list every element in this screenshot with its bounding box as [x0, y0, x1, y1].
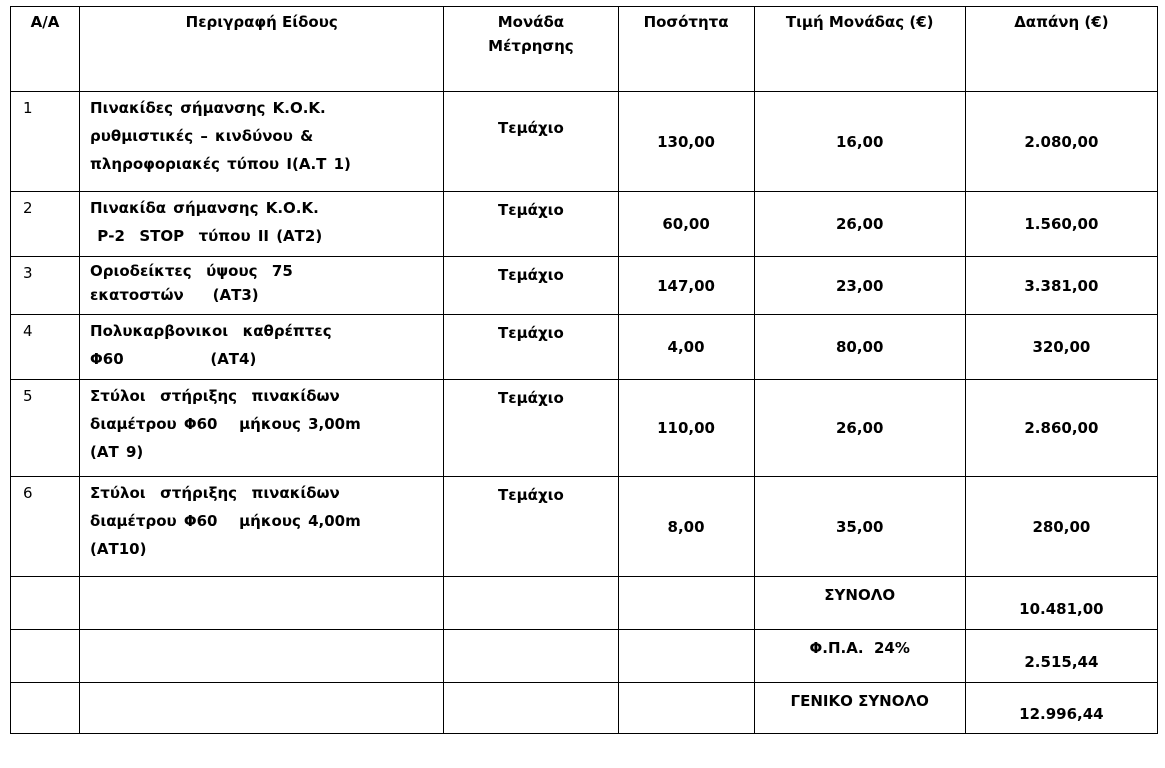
grand-total-row [11, 683, 1158, 734]
empty-cell [11, 577, 80, 630]
header-unit-line1: Μονάδα [497, 13, 565, 31]
description-line: Στύλοι στήριξης πινακίδων [90, 484, 340, 502]
vat-label: Φ.Π.Α. 24% [754, 630, 965, 683]
empty-cell [444, 577, 618, 630]
description-line: Στύλοι στήριξης πινακίδων [90, 387, 340, 405]
row-quantity: 8,00 [618, 477, 754, 577]
header-cost: Δαπάνη (€) [965, 7, 1157, 92]
row-description [80, 315, 444, 380]
grand-total-label: ΓΕΝΙΚΟ ΣΥΝΟΛΟ [754, 683, 965, 734]
description-line: ρυθμιστικές – κινδύνου & [90, 127, 314, 145]
description-line: διαμέτρου Φ60 μήκους 3,00m [90, 415, 361, 433]
row-number: 6 [11, 477, 80, 577]
row-unit: Τεμάχιο [444, 380, 618, 477]
empty-cell [80, 630, 444, 683]
subtotal-row [11, 577, 1158, 630]
subtotal-label: ΣΥΝΟΛΟ [754, 577, 965, 630]
description-line: Πινακίδες σήμανσης Κ.Ο.Κ. [90, 99, 326, 117]
header-aa: Α/Α [11, 7, 80, 92]
header-unit-line2: Μέτρησης [488, 37, 574, 55]
table-row [11, 477, 1158, 577]
vat-row [11, 630, 1158, 683]
row-number: 2 [11, 192, 80, 257]
row-unit-price: 23,00 [754, 257, 965, 315]
row-unit: Τεμάχιο [444, 192, 618, 257]
description-line: πληροφοριακές τύπου I(Α.Τ 1) [90, 155, 351, 173]
table-header-row [11, 7, 1158, 92]
row-unit: Τεμάχιο [444, 477, 618, 577]
row-description [80, 192, 444, 257]
row-cost: 2.080,00 [965, 92, 1157, 192]
empty-cell [80, 577, 444, 630]
empty-cell [444, 630, 618, 683]
header-unit [444, 7, 618, 92]
row-unit-price: 80,00 [754, 315, 965, 380]
cost-table-sheet [10, 6, 1158, 734]
row-unit: Τεμάχιο [444, 257, 618, 315]
table-row [11, 192, 1158, 257]
description-line: Ρ-2 STOP τύπου II (ΑΤ2) [90, 227, 323, 245]
row-quantity: 110,00 [618, 380, 754, 477]
row-quantity: 130,00 [618, 92, 754, 192]
row-unit: Τεμάχιο [444, 315, 618, 380]
empty-cell [11, 683, 80, 734]
row-unit: Τεμάχιο [444, 92, 618, 192]
row-number: 5 [11, 380, 80, 477]
empty-cell [618, 683, 754, 734]
row-number: 4 [11, 315, 80, 380]
empty-cell [80, 683, 444, 734]
empty-cell [11, 630, 80, 683]
empty-cell [618, 577, 754, 630]
row-cost: 280,00 [965, 477, 1157, 577]
header-quantity: Ποσότητα [618, 7, 754, 92]
row-quantity: 60,00 [618, 192, 754, 257]
row-description [80, 257, 444, 315]
description-line: Πινακίδα σήμανσης Κ.Ο.Κ. [90, 199, 319, 217]
empty-cell [444, 683, 618, 734]
table-row [11, 92, 1158, 192]
row-cost: 1.560,00 [965, 192, 1157, 257]
empty-cell [618, 630, 754, 683]
grand-total-value: 12.996,44 [965, 683, 1157, 734]
description-line: εκατοστών (ΑΤ3) [90, 286, 259, 304]
vat-value: 2.515,44 [965, 630, 1157, 683]
row-number: 1 [11, 92, 80, 192]
row-description [80, 380, 444, 477]
row-quantity: 147,00 [618, 257, 754, 315]
description-line: Πολυκαρβονικοι καθρέπτες [90, 322, 332, 340]
row-unit-price: 16,00 [754, 92, 965, 192]
row-cost: 320,00 [965, 315, 1157, 380]
header-description: Περιγραφή Είδους [80, 7, 444, 92]
header-unit-price: Τιμή Μονάδας (€) [754, 7, 965, 92]
table-row [11, 380, 1158, 477]
row-description [80, 92, 444, 192]
row-unit-price: 26,00 [754, 192, 965, 257]
table-row [11, 257, 1158, 315]
description-line: (ΑΤ 9) [90, 443, 144, 461]
row-number: 3 [11, 257, 80, 315]
row-quantity: 4,00 [618, 315, 754, 380]
row-unit-price: 26,00 [754, 380, 965, 477]
description-line: διαμέτρου Φ60 μήκους 4,00m [90, 512, 361, 530]
row-cost: 3.381,00 [965, 257, 1157, 315]
cost-table [10, 6, 1158, 734]
row-cost: 2.860,00 [965, 380, 1157, 477]
row-unit-price: 35,00 [754, 477, 965, 577]
description-line: (ΑΤ10) [90, 540, 147, 558]
description-line: Οριοδείκτες ύψους 75 [90, 262, 293, 280]
row-description [80, 477, 444, 577]
description-line: Φ60 (ΑΤ4) [90, 350, 257, 368]
table-row [11, 315, 1158, 380]
subtotal-value: 10.481,00 [965, 577, 1157, 630]
